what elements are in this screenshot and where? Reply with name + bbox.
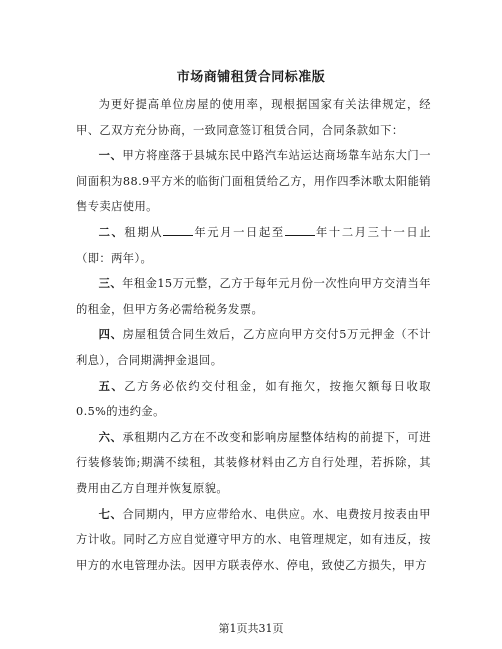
document-body (76, 92, 431, 578)
clause-text: 承租期内乙方在不改变和影响房屋整体结构的前提下，可进行装修装饰;期满不续租，其装修材料由乙方自行处理，若拆除，其费用由乙方自理并恢复原貌。 (76, 430, 431, 495)
clause-text-before: 租期从 (124, 225, 164, 239)
clause-number: 五、 (98, 378, 125, 393)
clause-3 (76, 271, 431, 322)
clause-6 (76, 425, 431, 502)
clause-number: 六、 (98, 429, 123, 444)
clause-number: 四、 (98, 327, 123, 342)
clause-7 (76, 502, 431, 579)
clause-4 (76, 322, 431, 373)
clause-text: 房屋租赁合同生效后，乙方应向甲方交付5万元押金（不计利息），合同期满押金退回。 (76, 328, 431, 367)
clause-number: 三、 (98, 276, 123, 291)
intro-paragraph: 为更好提高单位房屋的使用率，现根据国家有关法律规定，经甲、乙双方充分协商，一致同意签订租赁合同，合同条款如下： (76, 98, 431, 137)
clause-2 (76, 220, 431, 271)
clause-number: 七、 (98, 506, 123, 521)
clause-number: 一、 (98, 148, 123, 163)
blank-field (285, 225, 315, 236)
clause-number: 二、 (98, 224, 125, 239)
clause-1 (76, 143, 431, 220)
blank-field (163, 225, 193, 236)
clause-5 (76, 374, 431, 425)
page-number-footer: 第1页共31页 (218, 622, 284, 635)
clause-text: 合同期内，甲方应带给水、电供应。水、电费按月按表由甲方计收。同时乙方应自觉遵守甲方的水、电管理规定，如有违反，按甲方的水电管理办法。因甲方联表停水、停电，致使乙方损失，甲方 (76, 507, 431, 572)
document-title: 市场商铺租赁合同标准版 (176, 70, 326, 85)
clause-text-after: 年十二月三十一日止（即：两年）。 (76, 225, 431, 265)
clause-text-middle: 年元月一日起至 (193, 225, 285, 239)
clause-text: 乙方务必依约交付租金，如有拖欠，按拖欠额每日收取0.5%的违约金。 (76, 379, 431, 419)
clause-text: 年租金15万元整，乙方于每年元月份一次性向甲方交清当年的租金，但甲方务必需给税务发票。 (76, 277, 431, 316)
clause-text: 甲方将座落于县城东民中路汽车站运达商场靠车站东大门一间面积为88.9平方米的临街门面租赁给乙方，用作四季沐歌太阳能销售专卖店使用。 (76, 149, 431, 214)
